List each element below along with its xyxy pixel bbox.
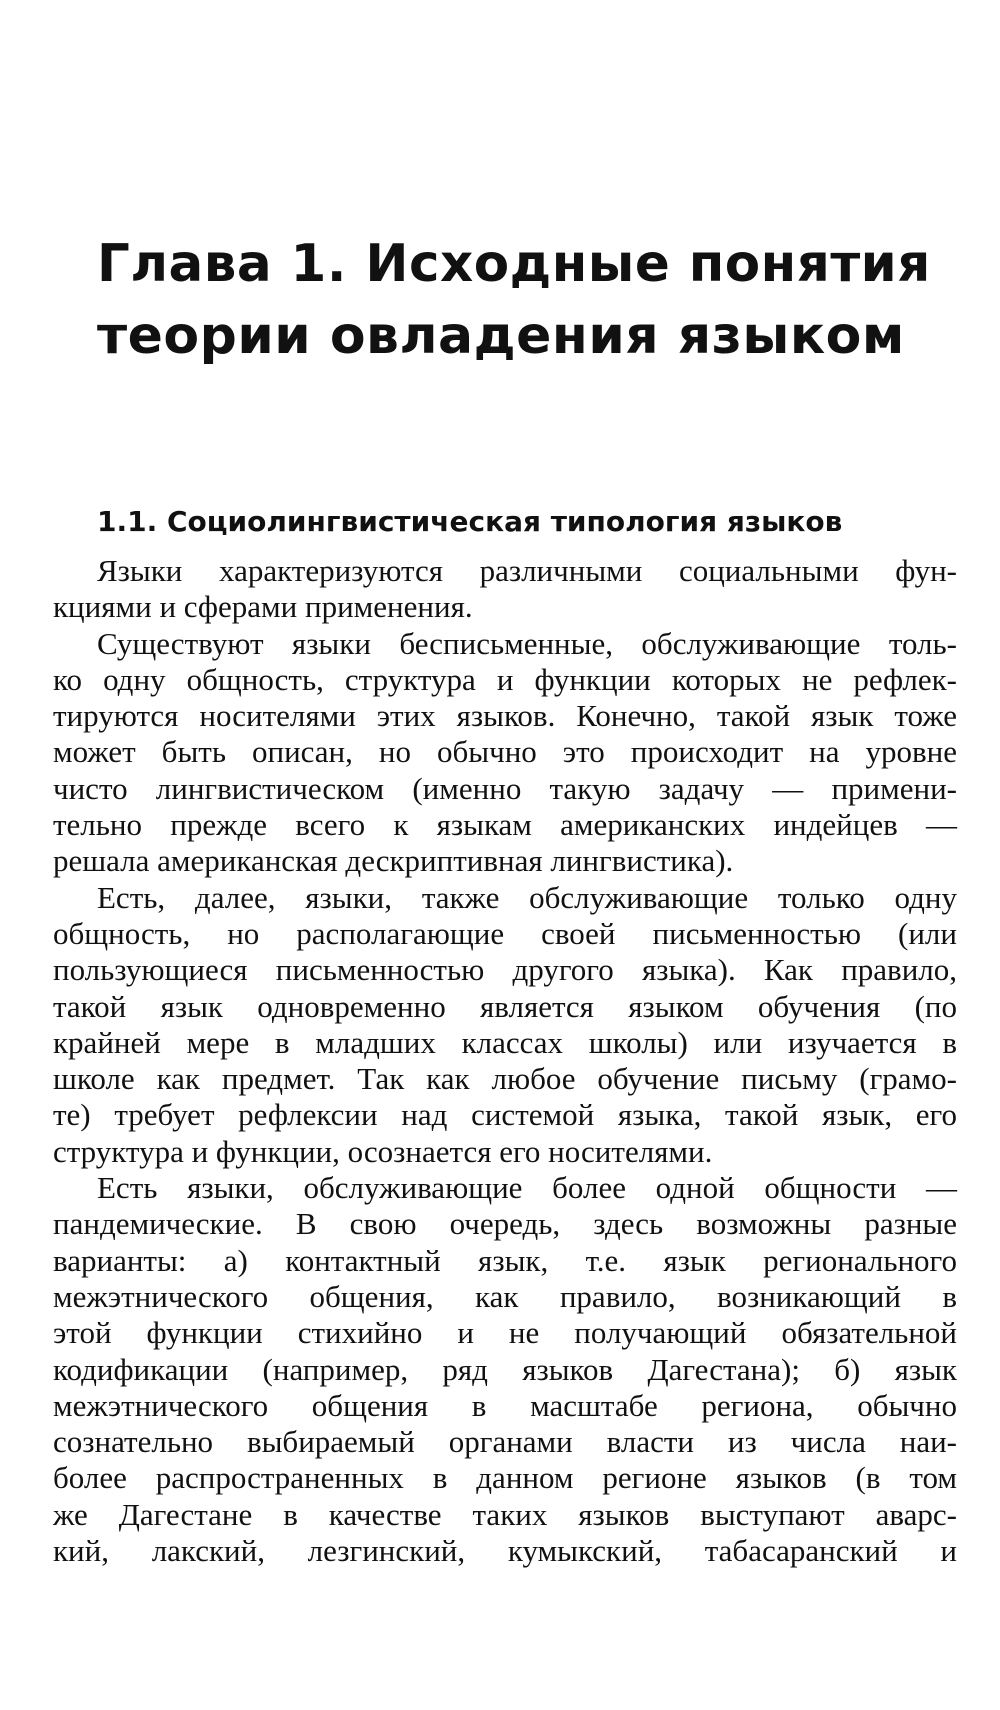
text-line: Есть, далее, языки, также обслуживающие только одну <box>97 879 957 915</box>
text-line: ко одну общность, структура и функции которых не рефлек- <box>53 661 957 697</box>
text-line: крайней мере в младших классах школы) или изучается в <box>53 1024 957 1060</box>
chapter-title-line: теории овладения языком <box>97 306 905 366</box>
text-line: межэтнического общения, как правило, возникающий в <box>53 1278 957 1314</box>
section-title: 1.1. Социолингвистическая типология языков <box>97 505 843 538</box>
text-line: тельно прежде всего к языкам американских индейцев — <box>53 807 957 843</box>
text-line: сознательно выбираемый органами власти из числа наи- <box>53 1424 957 1460</box>
chapter-title <box>97 228 937 372</box>
text-line: кий, лакский, лезгинский, кумыкский, табасаранский и <box>53 1533 957 1569</box>
text-line: решала американская дескриптивная лингвистика). <box>53 843 734 879</box>
text-line: Есть языки, обслуживающие более одной общности — <box>97 1170 957 1206</box>
paragraph <box>53 880 957 1170</box>
text-line: чисто лингвистическом (именно такую задачу — примени- <box>53 770 957 806</box>
text-line: варианты: а) контактный язык, т.е. язык регионального <box>53 1242 957 1278</box>
text-line: пользующиеся письменностью другого языка). Как правило, <box>53 952 957 988</box>
text-line: кциями и сферами применения. <box>53 589 473 625</box>
text-line: межэтнического общения в масштабе региона, обычно <box>53 1387 957 1423</box>
text-line: же Дагестане в качестве таких языков выступают аварс- <box>53 1496 957 1532</box>
text-line: Языки характеризуются различными социальными фун- <box>97 553 957 588</box>
text-line: такой язык одновременно является языком обучения (по <box>53 988 957 1024</box>
body-text <box>53 553 957 1569</box>
text-line: Существуют языки бесписьменные, обслуживающие толь- <box>97 625 957 661</box>
text-line: школе как предмет. Так как любое обучение письму (грамо- <box>53 1061 957 1097</box>
text-line: тируются носителями этих языков. Конечно, такой язык тоже <box>53 698 957 734</box>
paragraph <box>53 1170 957 1569</box>
text-line: структура и функции, осознается его носителями. <box>53 1133 713 1169</box>
paragraph <box>53 553 957 626</box>
text-line: этой функции стихийно и не получающий обязательной <box>53 1315 957 1351</box>
text-line: может быть описан, но обычно это происходит на уровне <box>53 734 957 770</box>
chapter-title-line: Глава 1. Исходные понятия <box>97 234 931 294</box>
text-line: те) требует рефлексии над системой языка, такой язык, его <box>53 1097 957 1133</box>
text-line: общность, но располагающие своей письменностью (или <box>53 915 957 951</box>
text-line: пандемические. В свою очередь, здесь возможны разные <box>53 1206 957 1242</box>
text-line: более распространенных в данном регионе языков (в том <box>53 1460 957 1496</box>
paragraph <box>53 626 957 880</box>
text-line: кодификации (например, ряд языков Дагестана); б) язык <box>53 1351 957 1387</box>
